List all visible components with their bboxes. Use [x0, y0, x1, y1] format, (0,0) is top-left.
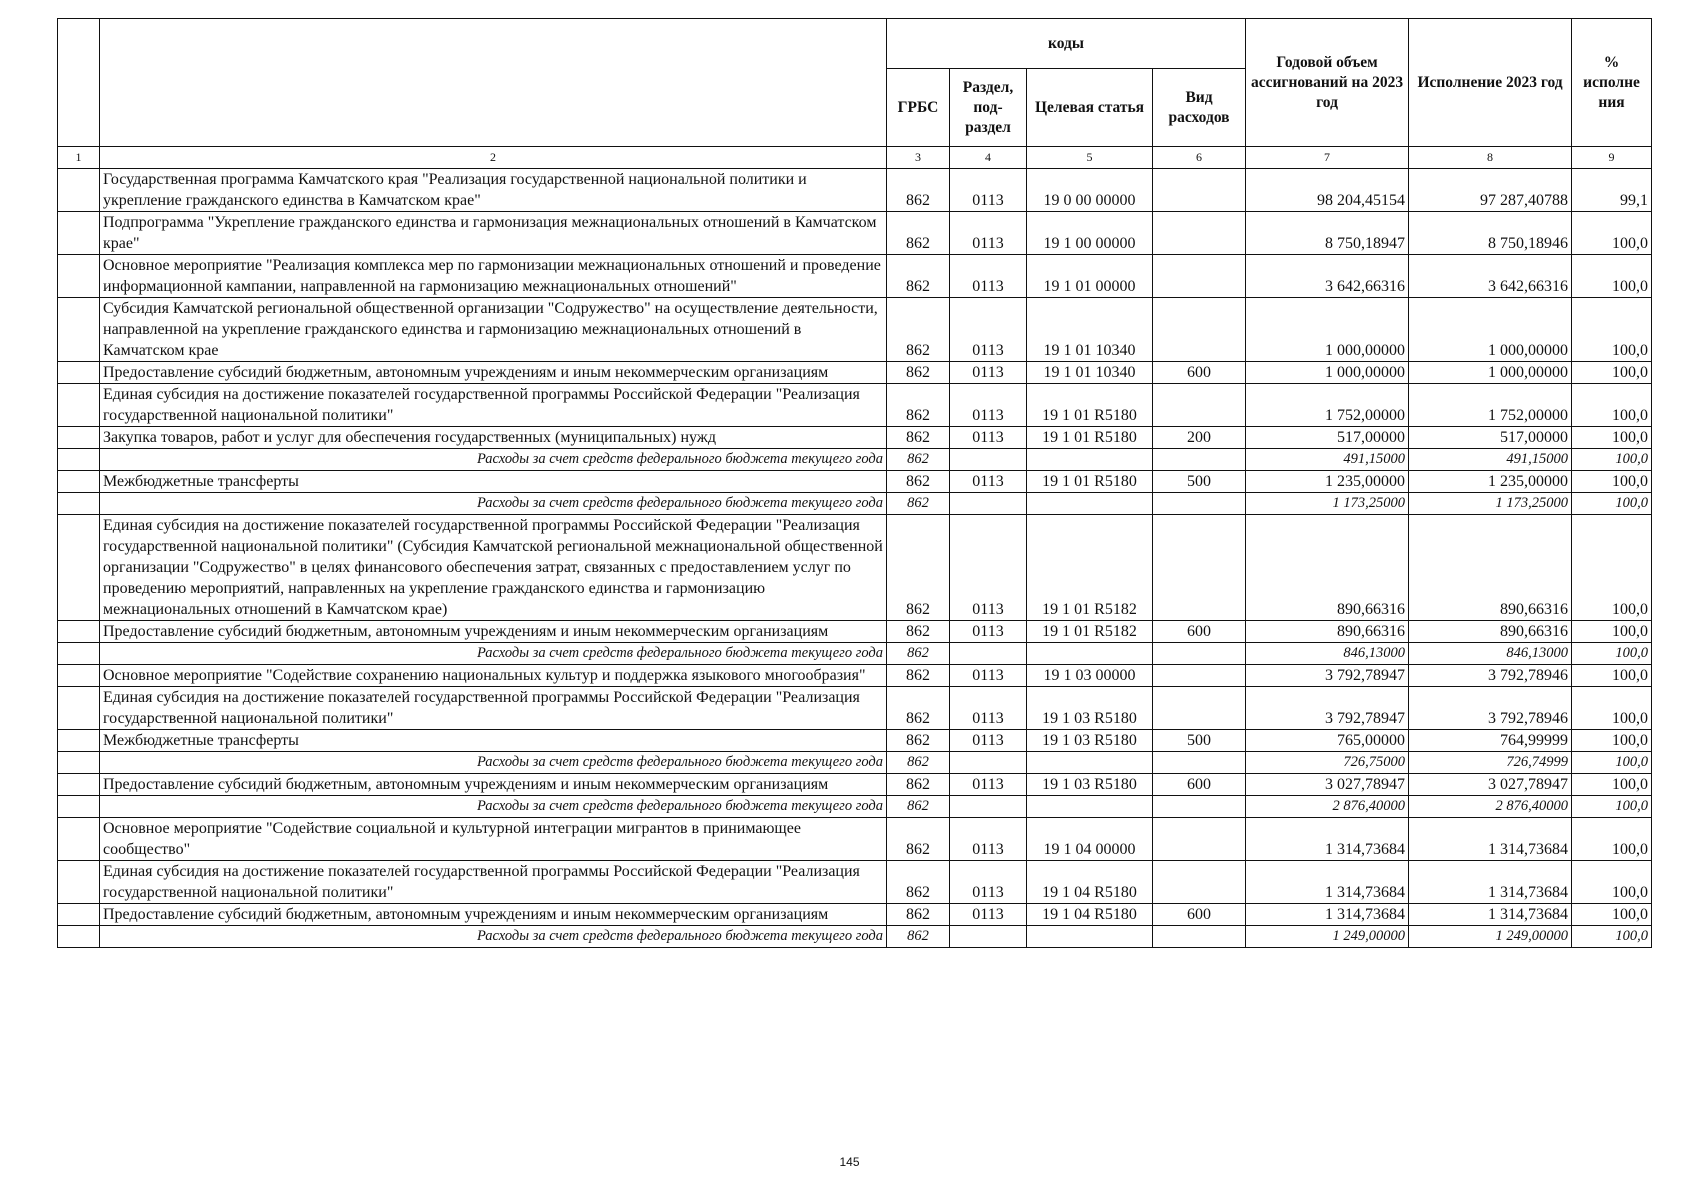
- section-cell: [950, 926, 1027, 948]
- section-cell: 0113: [950, 515, 1027, 621]
- expense-type-cell: 500: [1153, 730, 1246, 752]
- execution-cell: 491,15000: [1409, 449, 1572, 471]
- description-cell: Государственная программа Камчатского края "Реализация государственной национальной политики и укрепление гражданского единства в Камчатском крае": [100, 169, 887, 212]
- target-article-cell: 19 1 03 R5180: [1027, 687, 1153, 730]
- annual-volume-cell: 890,66316: [1246, 621, 1409, 643]
- target-article-cell: 19 1 01 00000: [1027, 255, 1153, 298]
- header-blank-description: [100, 19, 887, 147]
- expense-type-cell: [1153, 796, 1246, 818]
- annual-volume-cell: 98 204,45154: [1246, 169, 1409, 212]
- percent-cell: 100,0: [1572, 515, 1652, 621]
- description-cell: Предоставление субсидий бюджетным, автономным учреждениям и иным некоммерческим организациям: [100, 362, 887, 384]
- description-cell: Предоставление субсидий бюджетным, автономным учреждениям и иным некоммерческим организациям: [100, 621, 887, 643]
- expense-type-cell: [1153, 665, 1246, 687]
- description-cell: Единая субсидия на достижение показателей государственной программы Российской Федерации "Реализация государственной национальной политики": [100, 861, 887, 904]
- section-cell: [950, 493, 1027, 515]
- execution-cell: 3 792,78946: [1409, 665, 1572, 687]
- index-cell: [58, 687, 100, 730]
- index-cell: [58, 384, 100, 427]
- target-article-cell: 19 1 03 R5180: [1027, 730, 1153, 752]
- table-row: [58, 774, 1652, 796]
- table-row: [58, 169, 1652, 212]
- annual-volume-cell: 3 642,66316: [1246, 255, 1409, 298]
- column-number: 9: [1572, 147, 1652, 169]
- percent-cell: 100,0: [1572, 730, 1652, 752]
- percent-cell: 100,0: [1572, 449, 1652, 471]
- annual-volume-cell: 491,15000: [1246, 449, 1409, 471]
- execution-cell: 3 642,66316: [1409, 255, 1572, 298]
- description-cell: Расходы за счет средств федерального бюджета текущего года: [100, 643, 887, 665]
- target-article-cell: 19 0 00 00000: [1027, 169, 1153, 212]
- execution-cell: 1 000,00000: [1409, 362, 1572, 384]
- section-cell: 0113: [950, 774, 1027, 796]
- execution-cell: 3 792,78946: [1409, 687, 1572, 730]
- percent-cell: 99,1: [1572, 169, 1652, 212]
- table-row: [58, 255, 1652, 298]
- grbs-cell: 862: [887, 255, 950, 298]
- section-cell: [950, 449, 1027, 471]
- header-section: Раздел, под-раздел: [950, 69, 1027, 147]
- table-row: [58, 427, 1652, 449]
- index-cell: [58, 515, 100, 621]
- grbs-cell: 862: [887, 298, 950, 362]
- section-cell: 0113: [950, 169, 1027, 212]
- annual-volume-cell: 1 752,00000: [1246, 384, 1409, 427]
- table-row: [58, 471, 1652, 493]
- grbs-cell: 862: [887, 926, 950, 948]
- column-number: 6: [1153, 147, 1246, 169]
- index-cell: [58, 169, 100, 212]
- section-cell: 0113: [950, 665, 1027, 687]
- table-row: [58, 298, 1652, 362]
- index-cell: [58, 796, 100, 818]
- grbs-cell: 862: [887, 752, 950, 774]
- description-cell: Расходы за счет средств федерального бюджета текущего года: [100, 493, 887, 515]
- index-cell: [58, 861, 100, 904]
- target-article-cell: 19 1 01 R5182: [1027, 515, 1153, 621]
- index-cell: [58, 621, 100, 643]
- execution-cell: 517,00000: [1409, 427, 1572, 449]
- target-article-cell: [1027, 796, 1153, 818]
- target-article-cell: [1027, 449, 1153, 471]
- target-article-cell: [1027, 643, 1153, 665]
- column-number: 8: [1409, 147, 1572, 169]
- header-percent: % исполне ния: [1572, 19, 1652, 147]
- table-row: [58, 665, 1652, 687]
- execution-cell: 1 235,00000: [1409, 471, 1572, 493]
- index-cell: [58, 212, 100, 255]
- section-cell: 0113: [950, 687, 1027, 730]
- expense-type-cell: [1153, 298, 1246, 362]
- expense-type-cell: [1153, 926, 1246, 948]
- description-cell: Закупка товаров, работ и услуг для обеспечения государственных (муниципальных) нужд: [100, 427, 887, 449]
- expense-type-cell: [1153, 752, 1246, 774]
- execution-cell: 1 000,00000: [1409, 298, 1572, 362]
- section-cell: 0113: [950, 730, 1027, 752]
- execution-cell: 1 173,25000: [1409, 493, 1572, 515]
- index-cell: [58, 774, 100, 796]
- index-cell: [58, 904, 100, 926]
- column-number: 4: [950, 147, 1027, 169]
- description-cell: Единая субсидия на достижение показателей государственной программы Российской Федерации "Реализация государственной национальной политики": [100, 384, 887, 427]
- header-blank-index: [58, 19, 100, 147]
- table-row: [58, 212, 1652, 255]
- expense-type-cell: [1153, 818, 1246, 861]
- expense-type-cell: [1153, 212, 1246, 255]
- percent-cell: 100,0: [1572, 471, 1652, 493]
- execution-cell: 97 287,40788: [1409, 169, 1572, 212]
- target-article-cell: 19 1 01 R5180: [1027, 471, 1153, 493]
- expense-type-cell: [1153, 687, 1246, 730]
- column-number: 2: [100, 147, 887, 169]
- header-execution: Исполнение 2023 год: [1409, 19, 1572, 147]
- column-number: 7: [1246, 147, 1409, 169]
- section-cell: 0113: [950, 362, 1027, 384]
- column-number: 1: [58, 147, 100, 169]
- section-cell: [950, 643, 1027, 665]
- execution-cell: 890,66316: [1409, 621, 1572, 643]
- annual-volume-cell: 1 314,73684: [1246, 861, 1409, 904]
- target-article-cell: [1027, 752, 1153, 774]
- expense-type-cell: [1153, 861, 1246, 904]
- annual-volume-cell: 1 000,00000: [1246, 362, 1409, 384]
- target-article-cell: 19 1 01 R5182: [1027, 621, 1153, 643]
- section-cell: 0113: [950, 427, 1027, 449]
- annual-volume-cell: 2 876,40000: [1246, 796, 1409, 818]
- table-row: [58, 730, 1652, 752]
- execution-cell: 764,99999: [1409, 730, 1572, 752]
- annual-volume-cell: 1 235,00000: [1246, 471, 1409, 493]
- section-cell: 0113: [950, 255, 1027, 298]
- header-expense-type: Вид расходов: [1153, 69, 1246, 147]
- target-article-cell: 19 1 04 00000: [1027, 818, 1153, 861]
- subtotal-row: [58, 752, 1652, 774]
- execution-cell: 846,13000: [1409, 643, 1572, 665]
- execution-cell: 1 314,73684: [1409, 861, 1572, 904]
- grbs-cell: 862: [887, 212, 950, 255]
- execution-cell: 1 314,73684: [1409, 818, 1572, 861]
- annual-volume-cell: 3 792,78947: [1246, 687, 1409, 730]
- target-article-cell: [1027, 493, 1153, 515]
- grbs-cell: 862: [887, 621, 950, 643]
- section-cell: [950, 796, 1027, 818]
- description-cell: Основное мероприятие "Реализация комплекса мер по гармонизации межнациональных отношений и проведение информационной кампании, направленной на гармонизацию межнациональных отношений": [100, 255, 887, 298]
- grbs-cell: 862: [887, 818, 950, 861]
- page-number: 145: [839, 1155, 860, 1169]
- percent-cell: 100,0: [1572, 384, 1652, 427]
- description-cell: Расходы за счет средств федерального бюджета текущего года: [100, 926, 887, 948]
- header-annual-volume: Годовой объем ассигнований на 2023 год: [1246, 19, 1409, 147]
- table-row: [58, 818, 1652, 861]
- annual-volume-cell: 1 314,73684: [1246, 818, 1409, 861]
- percent-cell: 100,0: [1572, 818, 1652, 861]
- execution-cell: 2 876,40000: [1409, 796, 1572, 818]
- percent-cell: 100,0: [1572, 362, 1652, 384]
- execution-cell: 1 249,00000: [1409, 926, 1572, 948]
- percent-cell: 100,0: [1572, 752, 1652, 774]
- annual-volume-cell: 1 173,25000: [1246, 493, 1409, 515]
- description-cell: Предоставление субсидий бюджетным, автономным учреждениям и иным некоммерческим организациям: [100, 904, 887, 926]
- index-cell: [58, 818, 100, 861]
- percent-cell: 100,0: [1572, 212, 1652, 255]
- column-number: 5: [1027, 147, 1153, 169]
- section-cell: 0113: [950, 861, 1027, 904]
- section-cell: [950, 752, 1027, 774]
- expense-type-cell: 600: [1153, 362, 1246, 384]
- section-cell: 0113: [950, 298, 1027, 362]
- execution-cell: 3 027,78947: [1409, 774, 1572, 796]
- annual-volume-cell: 1 314,73684: [1246, 904, 1409, 926]
- column-number: 3: [887, 147, 950, 169]
- table-body: [58, 147, 1652, 948]
- table-header: [58, 19, 1652, 147]
- percent-cell: 100,0: [1572, 298, 1652, 362]
- expense-type-cell: 200: [1153, 427, 1246, 449]
- expense-type-cell: [1153, 169, 1246, 212]
- budget-execution-table: [57, 18, 1652, 948]
- percent-cell: 100,0: [1572, 427, 1652, 449]
- header-target-article: Целевая статья: [1027, 69, 1153, 147]
- grbs-cell: 862: [887, 384, 950, 427]
- index-cell: [58, 730, 100, 752]
- section-cell: 0113: [950, 471, 1027, 493]
- percent-cell: 100,0: [1572, 926, 1652, 948]
- grbs-cell: 862: [887, 687, 950, 730]
- percent-cell: 100,0: [1572, 774, 1652, 796]
- execution-cell: 726,74999: [1409, 752, 1572, 774]
- execution-cell: 1 752,00000: [1409, 384, 1572, 427]
- target-article-cell: [1027, 926, 1153, 948]
- annual-volume-cell: 765,00000: [1246, 730, 1409, 752]
- description-cell: Подпрограмма "Укрепление гражданского единства и гармонизация межнациональных отношений в Камчатском крае": [100, 212, 887, 255]
- target-article-cell: 19 1 00 00000: [1027, 212, 1153, 255]
- table-row: [58, 904, 1652, 926]
- percent-cell: 100,0: [1572, 493, 1652, 515]
- description-cell: Основное мероприятие "Содействие сохранению национальных культур и поддержка языкового многообразия": [100, 665, 887, 687]
- execution-cell: 890,66316: [1409, 515, 1572, 621]
- percent-cell: 100,0: [1572, 255, 1652, 298]
- percent-cell: 100,0: [1572, 796, 1652, 818]
- percent-cell: 100,0: [1572, 643, 1652, 665]
- description-cell: Межбюджетные трансферты: [100, 730, 887, 752]
- table-row: [58, 621, 1652, 643]
- annual-volume-cell: 1 000,00000: [1246, 298, 1409, 362]
- target-article-cell: 19 1 01 10340: [1027, 362, 1153, 384]
- column-number-row: [58, 147, 1652, 169]
- description-cell: Расходы за счет средств федерального бюджета текущего года: [100, 449, 887, 471]
- grbs-cell: 862: [887, 515, 950, 621]
- annual-volume-cell: 890,66316: [1246, 515, 1409, 621]
- index-cell: [58, 665, 100, 687]
- expense-type-cell: [1153, 449, 1246, 471]
- expense-type-cell: [1153, 515, 1246, 621]
- target-article-cell: 19 1 01 R5180: [1027, 384, 1153, 427]
- expense-type-cell: [1153, 643, 1246, 665]
- grbs-cell: 862: [887, 169, 950, 212]
- description-cell: Предоставление субсидий бюджетным, автономным учреждениям и иным некоммерческим организациям: [100, 774, 887, 796]
- target-article-cell: 19 1 04 R5180: [1027, 861, 1153, 904]
- annual-volume-cell: 3 027,78947: [1246, 774, 1409, 796]
- expense-type-cell: 600: [1153, 774, 1246, 796]
- expense-type-cell: 500: [1153, 471, 1246, 493]
- target-article-cell: 19 1 03 00000: [1027, 665, 1153, 687]
- subtotal-row: [58, 796, 1652, 818]
- index-cell: [58, 471, 100, 493]
- header-grbs: ГРБС: [887, 69, 950, 147]
- percent-cell: 100,0: [1572, 904, 1652, 926]
- grbs-cell: 862: [887, 427, 950, 449]
- subtotal-row: [58, 643, 1652, 665]
- subtotal-row: [58, 449, 1652, 471]
- section-cell: 0113: [950, 621, 1027, 643]
- description-cell: Субсидия Камчатской региональной общественной организации "Содружество" на осуществление деятельности, направленной на укрепление гражданского единства и гармонизацию межнациональных отношений в Камчатском крае: [100, 298, 887, 362]
- grbs-cell: 862: [887, 861, 950, 904]
- description-cell: Основное мероприятие "Содействие социальной и культурной интеграции мигрантов в принимающее сообщество": [100, 818, 887, 861]
- expense-type-cell: 600: [1153, 621, 1246, 643]
- subtotal-row: [58, 926, 1652, 948]
- index-cell: [58, 493, 100, 515]
- index-cell: [58, 926, 100, 948]
- section-cell: 0113: [950, 904, 1027, 926]
- expense-type-cell: [1153, 384, 1246, 427]
- grbs-cell: 862: [887, 730, 950, 752]
- description-cell: Расходы за счет средств федерального бюджета текущего года: [100, 796, 887, 818]
- header-codes: коды: [887, 19, 1246, 69]
- grbs-cell: 862: [887, 796, 950, 818]
- target-article-cell: 19 1 03 R5180: [1027, 774, 1153, 796]
- percent-cell: 100,0: [1572, 861, 1652, 904]
- percent-cell: 100,0: [1572, 665, 1652, 687]
- execution-cell: 1 314,73684: [1409, 904, 1572, 926]
- target-article-cell: 19 1 04 R5180: [1027, 904, 1153, 926]
- annual-volume-cell: 517,00000: [1246, 427, 1409, 449]
- section-cell: 0113: [950, 212, 1027, 255]
- description-cell: Единая субсидия на достижение показателей государственной программы Российской Федерации "Реализация государственной национальной политики": [100, 687, 887, 730]
- percent-cell: 100,0: [1572, 621, 1652, 643]
- index-cell: [58, 643, 100, 665]
- expense-type-cell: [1153, 255, 1246, 298]
- description-cell: Расходы за счет средств федерального бюджета текущего года: [100, 752, 887, 774]
- percent-cell: 100,0: [1572, 687, 1652, 730]
- target-article-cell: 19 1 01 10340: [1027, 298, 1153, 362]
- expense-type-cell: 600: [1153, 904, 1246, 926]
- table-row: [58, 384, 1652, 427]
- index-cell: [58, 362, 100, 384]
- annual-volume-cell: 3 792,78947: [1246, 665, 1409, 687]
- table-row: [58, 515, 1652, 621]
- annual-volume-cell: 726,75000: [1246, 752, 1409, 774]
- grbs-cell: 862: [887, 362, 950, 384]
- table-row: [58, 861, 1652, 904]
- table-row: [58, 687, 1652, 730]
- subtotal-row: [58, 493, 1652, 515]
- execution-cell: 8 750,18946: [1409, 212, 1572, 255]
- grbs-cell: 862: [887, 774, 950, 796]
- index-cell: [58, 298, 100, 362]
- annual-volume-cell: 846,13000: [1246, 643, 1409, 665]
- index-cell: [58, 449, 100, 471]
- grbs-cell: 862: [887, 493, 950, 515]
- section-cell: 0113: [950, 818, 1027, 861]
- grbs-cell: 862: [887, 449, 950, 471]
- grbs-cell: 862: [887, 471, 950, 493]
- description-cell: Единая субсидия на достижение показателей государственной программы Российской Федерации "Реализация государственной национальной политики" (Субсидия Камчатской региональной межнациональной общественной организации "Содружество" в целях финансового обеспечения затрат, связанных с предоставлением услуг по проведению мероприятий, направленных на укрепление гражданского единства и гармонизацию межнациональных отношений в Камчатском крае): [100, 515, 887, 621]
- index-cell: [58, 752, 100, 774]
- table-row: [58, 362, 1652, 384]
- grbs-cell: 862: [887, 643, 950, 665]
- grbs-cell: 862: [887, 665, 950, 687]
- annual-volume-cell: 1 249,00000: [1246, 926, 1409, 948]
- annual-volume-cell: 8 750,18947: [1246, 212, 1409, 255]
- grbs-cell: 862: [887, 904, 950, 926]
- index-cell: [58, 255, 100, 298]
- expense-type-cell: [1153, 493, 1246, 515]
- index-cell: [58, 427, 100, 449]
- target-article-cell: 19 1 01 R5180: [1027, 427, 1153, 449]
- description-cell: Межбюджетные трансферты: [100, 471, 887, 493]
- section-cell: 0113: [950, 384, 1027, 427]
